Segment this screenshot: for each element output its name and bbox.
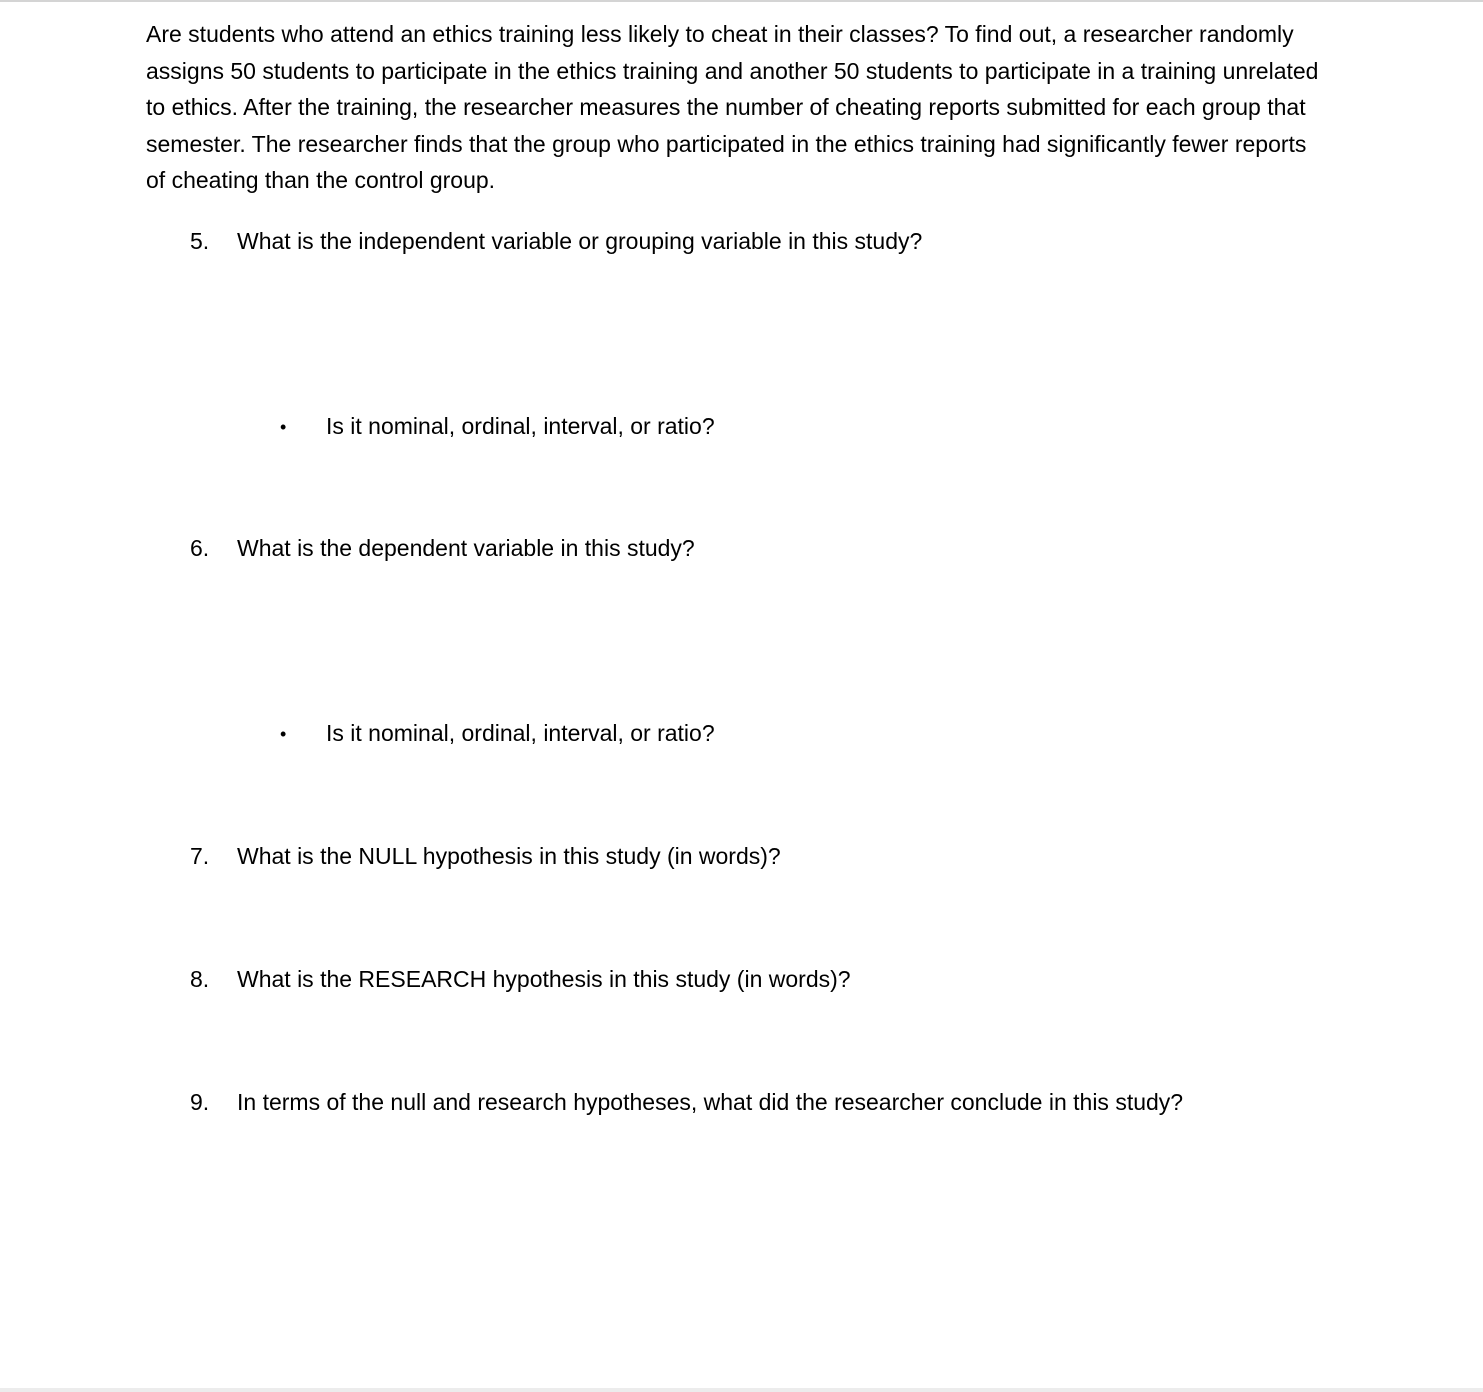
- question-number: 7.: [190, 843, 210, 869]
- bullet-text: Is it nominal, ordinal, interval, or ratio?: [326, 413, 715, 439]
- question-number: 8.: [190, 966, 210, 992]
- top-border: [0, 0, 1483, 2]
- question-9: [190, 1086, 1183, 1118]
- question-text: What is the RESEARCH hypothesis in this study (in words)?: [237, 966, 851, 992]
- question-text: What is the independent variable or grouping variable in this study?: [237, 228, 923, 254]
- question-6: [190, 532, 695, 564]
- question-5-sub-bullet: [280, 410, 715, 443]
- bullet-icon: •: [280, 724, 287, 744]
- question-7: [190, 840, 781, 872]
- bullet-text: Is it nominal, ordinal, interval, or ratio?: [326, 720, 715, 746]
- question-number: 9.: [190, 1089, 210, 1115]
- question-8: [190, 963, 851, 995]
- question-number: 6.: [190, 535, 210, 561]
- question-text: What is the dependent variable in this study?: [237, 535, 695, 561]
- question-text: In terms of the null and research hypotheses, what did the researcher conclude in this study?: [237, 1089, 1184, 1115]
- question-6-sub-bullet: [280, 717, 715, 750]
- bottom-border: [0, 1388, 1483, 1392]
- question-number: 5.: [190, 228, 210, 254]
- question-5: [190, 225, 922, 257]
- bullet-icon: •: [280, 417, 287, 437]
- intro-paragraph: Are students who attend an ethics training less likely to cheat in their classes? To find out, a researcher randomly assigns 50 students to participate in the ethics training and another 50 students to participate in a training unrelated to ethics. After the training, the researcher measures the number of cheating reports submitted for each group that semester. The researcher finds that the group who participated in the ethics training had significantly fewer reports of cheating than the control group.: [146, 21, 1319, 194]
- question-text: What is the NULL hypothesis in this study (in words)?: [237, 843, 781, 869]
